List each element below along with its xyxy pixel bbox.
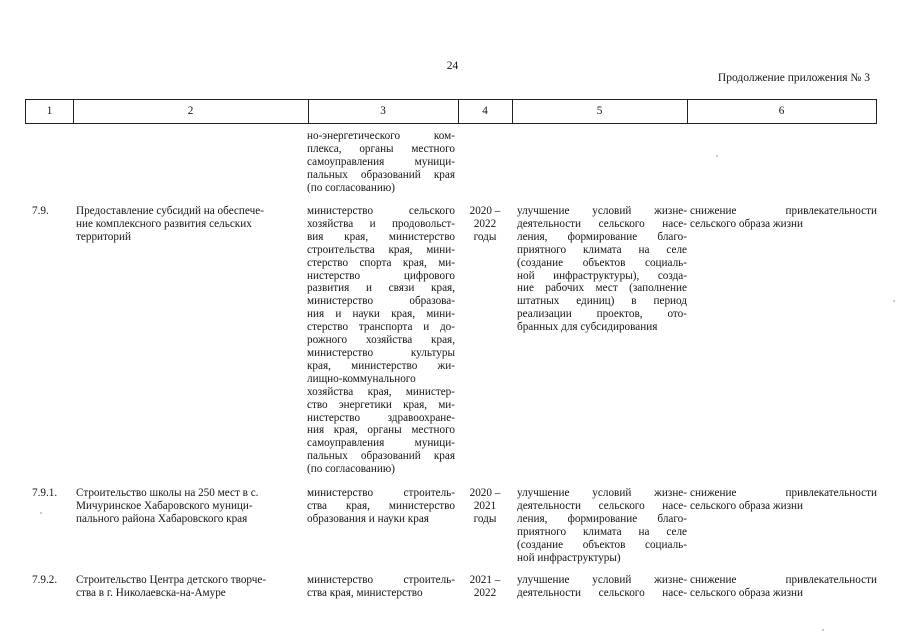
consequence-cell: снижение привлекательности сельского образа жизни bbox=[690, 574, 877, 599]
period-cell: 2021 – 2022 bbox=[469, 574, 501, 599]
column-header-3: 3 bbox=[380, 105, 386, 117]
appendix-continuation-label: Продолжение приложения № 3 bbox=[717, 72, 870, 84]
row-number: 7.9.2. bbox=[32, 574, 58, 586]
period-cell: 2020 – 2022 годы bbox=[469, 205, 501, 243]
scan-speck bbox=[40, 512, 42, 514]
column-header-4: 4 bbox=[482, 105, 488, 117]
column-header-2: 2 bbox=[187, 105, 194, 117]
scan-speck bbox=[893, 300, 895, 302]
scan-speck bbox=[822, 629, 824, 631]
scan-speck bbox=[716, 155, 718, 157]
consequence-cell: снижение привлекательности сельского образа жизни bbox=[690, 205, 877, 230]
measure-title-cell: Строительство Центра детского творче- ства в г. Николаевска-на-Амуре bbox=[76, 574, 267, 599]
column-header-6: 6 bbox=[778, 105, 785, 117]
executors-cell: министерство строитель- ства края, министерство образования и науки края bbox=[307, 487, 455, 525]
page-number: 24 bbox=[446, 60, 459, 72]
column-header-5: 5 bbox=[596, 105, 603, 117]
expected-result-cell: улучшение условий жизне- деятельности сельского насе- bbox=[517, 574, 687, 599]
executors-cell: министерство строитель- ства края, министерство bbox=[307, 574, 455, 599]
measure-title-cell: Строительство школы на 250 мест в с. Мичуринское Хабаровского муници- пального района Хабаровского края bbox=[76, 487, 259, 525]
period-cell: 2020 – 2021 годы bbox=[469, 487, 501, 525]
executors-cell: министерство сельского хозяйства и продовольст- вия края, министерство строительства края, мини- стерство спорта края, ми- нистерство цифрового развития и связи края, министерство образова- ния и науки края, мини- стерство транспорта и до- рожного хозяйства края, министерство культуры края, министерство жи- лищно-коммунального хозяйства края, министер- ство энергетики края, ми- нистерство здравоохране- ния края, органы местного самоуправления муници- пальных образований края (по согласованию) bbox=[307, 205, 455, 476]
measure-title-cell: Предоставление субсидий на обеспече- ние комплексного развития сельских территорий bbox=[76, 205, 264, 243]
executors-cell: но-энергетического ком- плекса, органы местного самоуправления муници- пальных образований края (по согласованию) bbox=[307, 130, 455, 194]
expected-result-cell: улучшение условий жизне- деятельности сельского насе- ления, формирование благо- приятного климата на селе (создание объектов социаль- ной инфраструктуры), созда- ние рабочих мест (заполнение штатных единиц) в период реализации проектов, ото- бранных для субсидирования bbox=[517, 205, 687, 334]
column-header-1: 1 bbox=[46, 105, 53, 117]
row-number: 7.9. bbox=[32, 205, 49, 217]
table-header-row bbox=[25, 99, 877, 124]
consequence-cell: снижение привлекательности сельского образа жизни bbox=[690, 487, 877, 512]
expected-result-cell: улучшение условий жизне- деятельности сельского насе- ления, формирование благо- приятного климата на селе (создание объектов социаль- ной инфраструктуры) bbox=[517, 487, 687, 564]
row-number: 7.9.1. bbox=[32, 487, 58, 499]
